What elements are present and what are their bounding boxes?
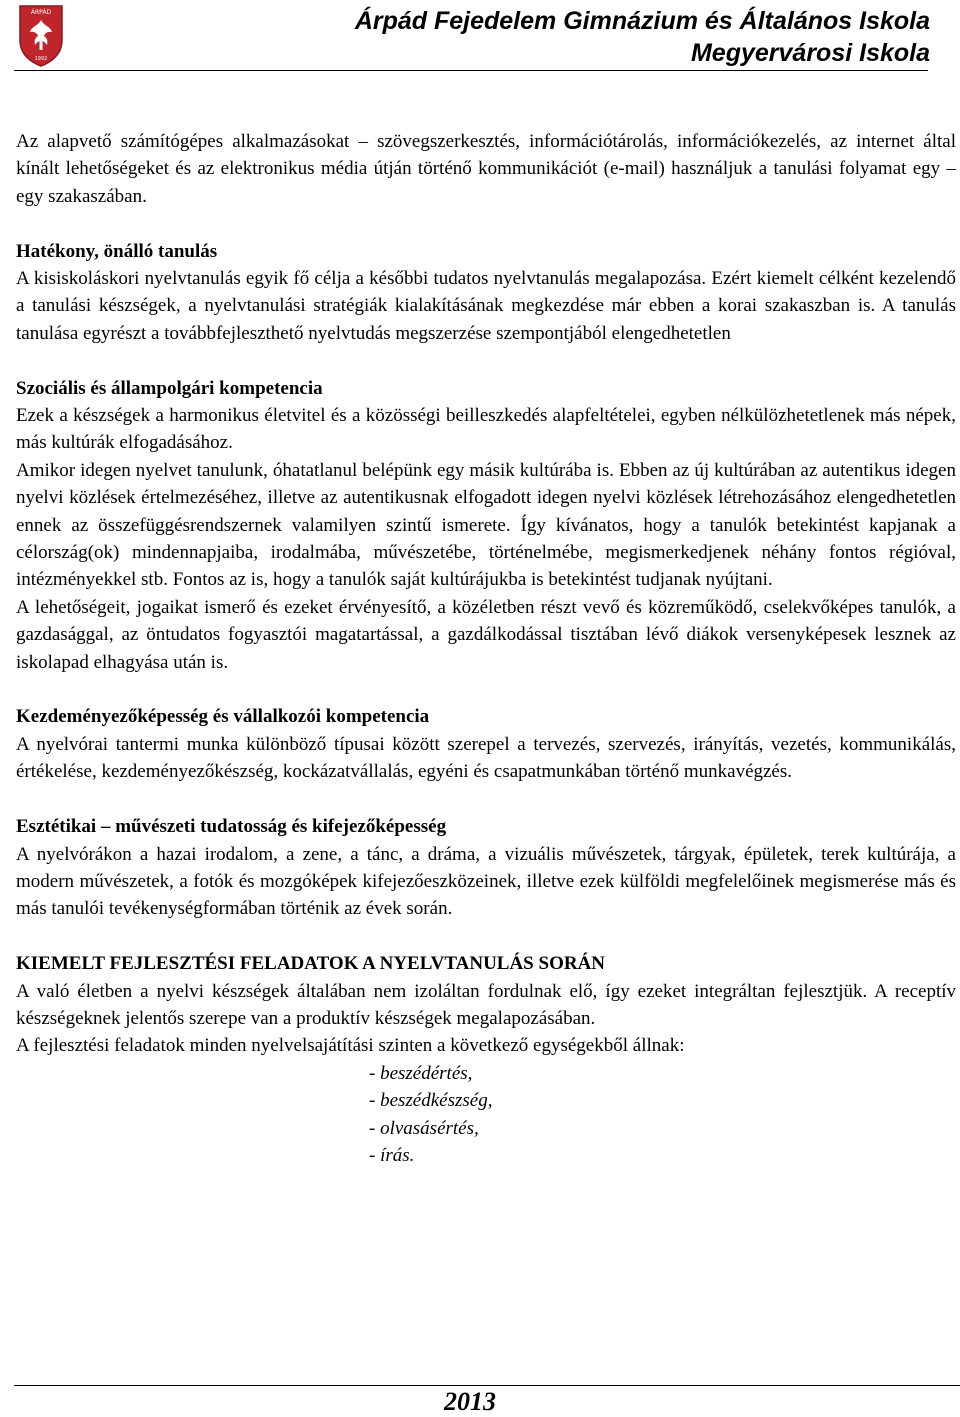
paragraph-szocialis-1: Ezek a készségek a harmonikus életvitel és a közösségi beilleszkedés alapfeltételei, egyben nélkülözhetetlenek más népek, más kultúrák elfogadásához. [16, 405, 956, 454]
paragraph-szocialis-2: Amikor idegen nyelvet tanulunk, óhatatlanul belépünk egy másik kultúrába is. Ebben az új kultúrában az autentikus idegen nyelvi közlések értelmezéséhez, illetve az autentikusnak elfogadott idegen nyelvi közlések létrehozásához elengedhetetlen ennek az összefüggésrendszernek valamilyen szintű ismerete. Így kívánatos, hogy a tanulók betekintést kapjanak a célország(ok) mindennapjaiba, irodalmába, művészetébe, történelmébe, megismerkedjenek néhány fontos régióval, intézményekkel stb. Fontos az is, hogy a tanulók saját kultúrájukba is betekintést tudjanak nyújtani. [16, 459, 956, 591]
school-name-line2: Megyervárosi Iskola [690, 39, 930, 67]
school-name [355, 5, 930, 69]
list-item: - írás. [369, 1144, 415, 1166]
paragraph-szocialis-3: A lehetőségeit, jogaikat ismerő és ezeket érvényesítő, a közéletben részt vevő és közreműködő, cselekvőképes tanulók, a gazdasággal, az öntudatos fogyasztói magatartással, a gazdálkodással tisztában lévő diákok versenyképesek lesznek az iskolapad elhagyása után is. [16, 596, 956, 673]
intro-paragraph: Az alapvető számítógépes alkalmazásokat – szövegszerkesztés, információtárolás, információkezelés, az internet által kínált lehetőségeket és az elektronikus média útján történő kommunikációt (e-mail) használjuk a tanulási folyamat egy – egy szakaszában. [16, 131, 956, 207]
list-item: - olvasásértés, [369, 1117, 479, 1139]
heading-esztetikai: Esztétikai – művészeti tudatosság és kifejezőképesség [16, 816, 447, 838]
footer-year: 2013 [444, 1387, 496, 1416]
paragraph-kiemelt-2: A fejlesztési feladatok minden nyelvelsajátítási szinten a következő egységekből állnak: [16, 1035, 685, 1057]
paragraph-kezdemenyezokepesseg: A nyelvórai tantermi munka különböző típusai között szerepel a tervezés, szervezés, irányítás, vezetés, kommunikálás, értékelése, kezdeményezőkészség, kockázatvállalás, egyéni és csapatmunkában történő munkavégzés. [16, 733, 956, 783]
paragraph-kiemelt-1: A való életben a nyelvi készségek általában nem izoláltan fordulnak elő, így ezeket integráltan fejlesztjük. A receptív készségeknek jelentős szerepe van a produktív készségek megalapozásában. [16, 980, 956, 1029]
logo-year: 1992 [34, 56, 48, 62]
list-item: - beszédértés, [369, 1062, 473, 1084]
footer-divider [14, 1385, 960, 1386]
header-divider [14, 70, 928, 71]
list-item: - beszédkészség, [369, 1090, 493, 1112]
heading-szocialis-kompetencia: Szociális és állampolgári kompetencia [16, 377, 323, 399]
document-body [16, 128, 956, 1169]
skills-list [16, 1060, 956, 1170]
school-name-line1: Árpád Fejedelem Gimnázium és Általános Iskola [354, 7, 930, 35]
page-header [0, 0, 960, 72]
paragraph-hatekony-tanulas: A kisiskoláskori nyelvtanulás egyik fő célja a későbbi tudatos nyelvtanulás megalapozása. Ezért kiemelt célként kezelendő a tanulási készségek, a nyelvtanulási stratégiák kialakításának megkezdése már ebben a korai szakaszban is. A tanulás tanulása egyrészt a továbbfejleszthető nyelvtudás megszerzése szempontjából elengedhetetlen [16, 268, 956, 344]
heading-kiemelt-feladatok: KIEMELT FEJLESZTÉSI FELADATOK A NYELVTANULÁS SORÁN [16, 953, 606, 975]
heading-kezdemenyezokepesseg: Kezdeményezőképesség és vállalkozói kompetencia [16, 706, 430, 728]
logo-text: ÁRPÁD [30, 9, 52, 16]
school-crest-logo [18, 4, 64, 68]
paragraph-esztetikai: A nyelvórákon a hazai irodalom, a zene, a tánc, a dráma, a vizuális művészetek, tárgyak, épületek, terek kultúrája, a modern művészetek, a fotók és mozgóképek kifejezőeszközeinek, illetve ezek külföldi megfelelőinek megismerése más és más tanulói tevékenységformában történik az évek során. [16, 843, 956, 920]
heading-hatekony-tanulas: Hatékony, önálló tanulás [16, 240, 218, 262]
